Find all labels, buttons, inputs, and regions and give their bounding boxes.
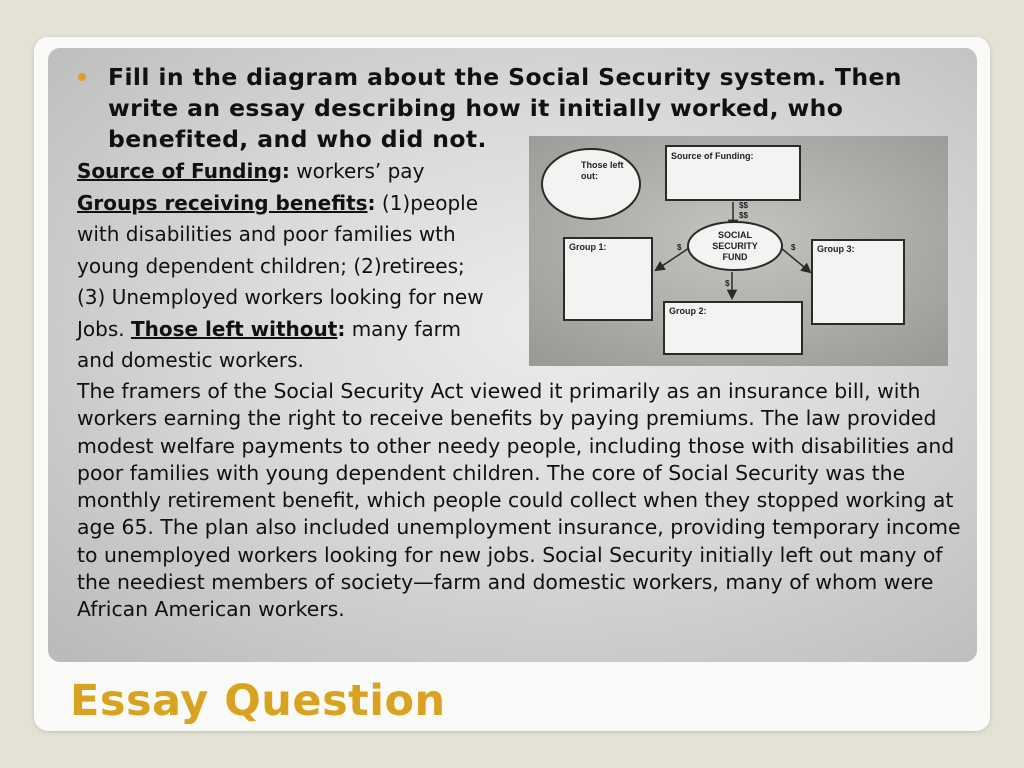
money-label-2: $$ <box>739 211 748 220</box>
dollar-right: $ <box>791 243 796 252</box>
groups-label: Groups receiving benefits <box>77 190 368 215</box>
funding-value: workers’ pay <box>289 159 425 183</box>
left-without-value: many farm <box>345 316 461 341</box>
fund-label-2: SECURITY <box>712 241 758 251</box>
left-out-label-1: Those left <box>581 160 624 170</box>
funding-label: Source of Funding <box>77 159 282 183</box>
groups-line-5: (3) Unemployed workers looking for new <box>77 285 484 309</box>
diagram-answers <box>77 156 484 377</box>
diagram-svg <box>529 136 948 366</box>
dollar-down: $ <box>725 279 730 288</box>
groups-value: (1)people <box>375 190 479 215</box>
gold-dot-bullet-icon <box>78 73 86 81</box>
left-without-line-2: and domestic workers. <box>77 348 304 372</box>
social-security-diagram-photo <box>529 136 948 366</box>
left-out-label-2: out: <box>581 171 598 181</box>
money-label-1: $$ <box>739 201 748 210</box>
left-without-label: Those left without <box>130 316 338 341</box>
instruction-text: Fill in the diagram about the Social Security system. Then write an essay describing how it initially worked, who benefited, and who did not. <box>108 63 902 153</box>
left-without-colon: : <box>337 316 346 341</box>
slide-title: Essay Question <box>70 676 446 726</box>
left-without-line <box>77 314 484 346</box>
funding-line <box>77 156 484 188</box>
group3-label: Group 3: <box>817 244 855 254</box>
dollar-left: $ <box>677 243 682 252</box>
fund-label-3: FUND <box>722 252 748 262</box>
content-panel <box>48 48 977 662</box>
fund-label-1: SOCIAL <box>717 230 753 240</box>
groups-line <box>77 188 484 220</box>
funding-box-label: Source of Funding: <box>671 151 754 161</box>
group2-label: Group 2: <box>669 306 707 316</box>
funding-colon: : <box>281 159 290 183</box>
group1-label: Group 1: <box>569 242 607 252</box>
groups-line-4: young dependent children; (2)retirees; <box>77 253 465 278</box>
essay-paragraph: The framers of the Social Security Act viewed it primarily as an insurance bill, with workers earning the right to receive benefits by paying premiums. The law provided modest welfare payments to other needy people, including those with disabilities and poor families with young dependent children. The core of Social Security was the monthly retirement benefit, which people could collect when they stopped working at age 65. The plan also included unemployment insurance, providing temporary income to unemployed workers looking for new jobs. Social Security initially left out many of the neediest members of society—farm and domestic workers, many of whom were African American workers. <box>77 379 961 622</box>
groups-line-3: with disabilities and poor families wth <box>77 222 456 246</box>
groups-colon: : <box>367 190 376 215</box>
jobs-text: Jobs. <box>77 316 131 341</box>
